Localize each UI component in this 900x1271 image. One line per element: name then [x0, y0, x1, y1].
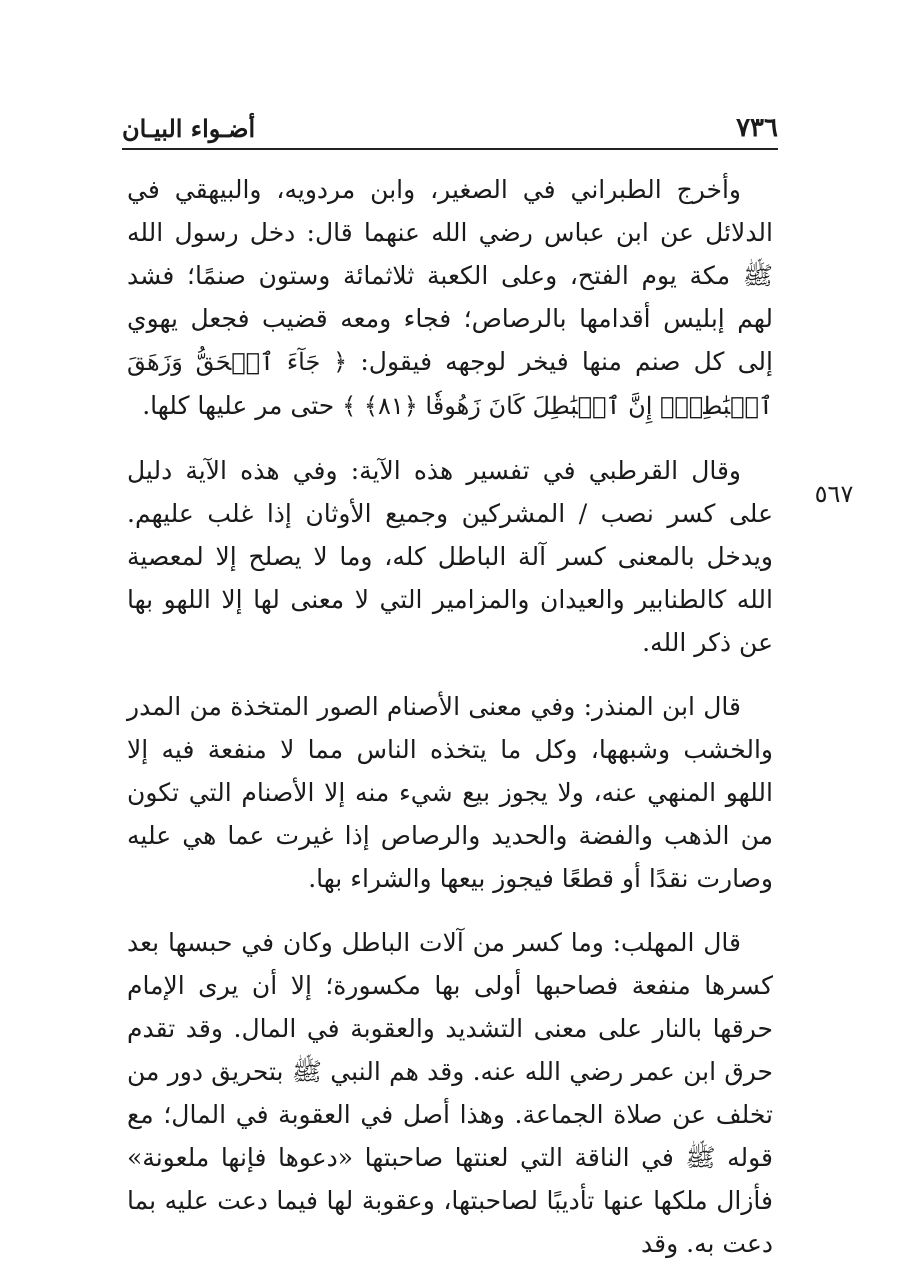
header-divider: [122, 148, 778, 150]
paragraph-4: قال المهلب: وما كسر من آلات الباطل وكان في حبسها بعد كسرها منفعة فصاحبها أولى بها مكسورة؛ إلا أن يرى الإمام حرقها بالنار على معنى التشديد والعقوبة في المال. وقد تقدم حرق ابن عمر رضي الله عنه. وقد هم النبي ﷺ بتحريق دور من تخلف عن صلاة الجماعة. وهذا أصل في العقوبة في المال؛ مع قوله ﷺ في الناقة التي لعنتها صاحبتها «دعوها فإنها ملعونة» فأزال ملكها عنها تأديبًا لصاحبتها، وعقوبة لها فيما دعت عليه بما دعت به. وقد: [127, 928, 773, 1258]
main-text: [127, 168, 773, 1265]
paragraph-1: [127, 168, 773, 428]
paragraph-1-text: وأخرج الطبراني في الصغير، وابن مردويه، والبيهقي في الدلائل عن ابن عباس رضي الله عنهما قال: دخل رسول الله ﷺ مكة يوم الفتح، وعلى الكعبة ثلاثمائة وستون صنمًا؛ فشد لهم إبليس أقدامها بالرصاص؛ فجاء ومعه قضيب فجعل يهوي إلى كل صنم منها فيخر لوجهه فيقول:: [127, 175, 773, 376]
page-number: ٧٣٦: [736, 113, 778, 143]
paragraph-2: وقال القرطبي في تفسير هذه الآية: وفي هذه الآية دليل على كسر نصب / المشركين وجميع الأوثان إذا غلب عليهم. ويدخل بالمعنى كسر آلة الباطل كله، وما لا يصلح إلا لمعصية الله كالطنابير والعيدان والمزامير التي لا معنى لها إلا اللهو بها عن ذكر الله.: [127, 456, 773, 657]
paragraph-1-ending: حتى مر عليها كلها.: [142, 391, 343, 420]
quran-verse: ﴿ جَآءَ ٱلۡحَقُّ وَزَهَقَ ٱلۡبَٰطِلُۚ إِنَّ ٱلۡبَٰطِلَ كَانَ زَهُوقٗا ﴿٨١﴾ ﴾: [127, 348, 773, 420]
margin-page-reference: ٥٦٧: [814, 480, 854, 508]
book-title: أضـواء البيـان: [122, 113, 256, 143]
paragraph-3: قال ابن المنذر: وفي معنى الأصنام الصور المتخذة من المدر والخشب وشبهها، وكل ما يتخذه الناس مما لا منفعة فيه إلا اللهو المنهي عنه، ولا يجوز بيع شيء منه إلا الأصنام التي تكون من الذهب والفضة والحديد والرصاص إذا غيرت عما هي عليه وصارت نقدًا أو قطعًا فيجوز بيعها والشراء بها.: [127, 692, 773, 893]
page-header: [122, 108, 778, 148]
